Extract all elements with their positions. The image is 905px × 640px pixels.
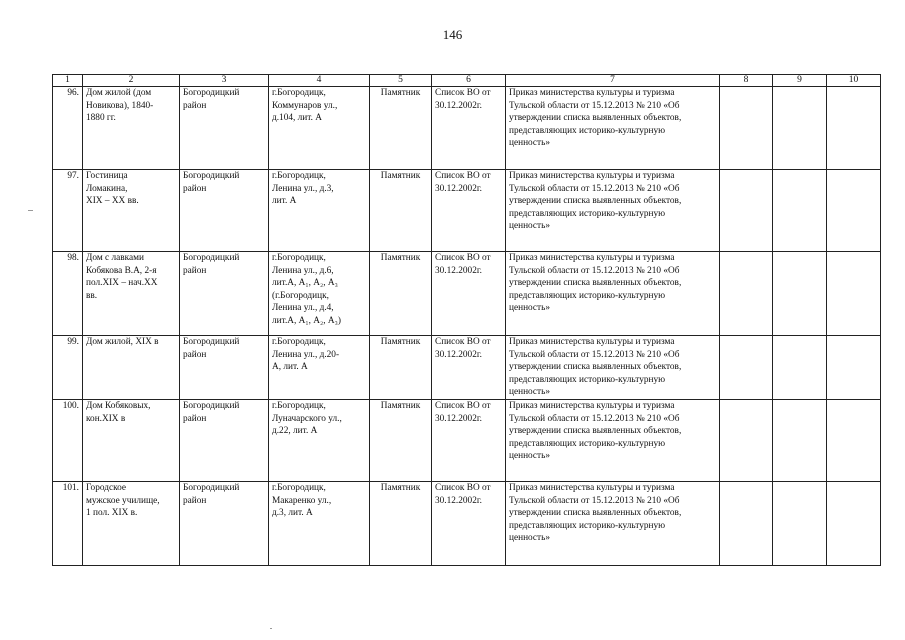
row-number: 96.: [53, 87, 83, 170]
district: Богородицкий район: [180, 252, 269, 336]
list-reference: Список ВО от 30.12.2002г.: [432, 252, 506, 336]
table-row: [53, 170, 881, 252]
list-reference: Список ВО от 30.12.2002г.: [432, 399, 506, 481]
order-reference: Приказ министерства культуры и туризма Тульской области от 15.12.2013 № 210 «Об утверждении списка выявленных объектов, представляющих историко-культурную ценность»: [506, 481, 720, 565]
column-number-row: [53, 75, 881, 87]
column-9-cell: [773, 87, 827, 170]
object-type: Памятник: [370, 399, 432, 481]
list-reference: Список ВО от 30.12.2002г.: [432, 481, 506, 565]
table-row: [53, 399, 881, 481]
order-reference: Приказ министерства культуры и туризма Тульской области от 15.12.2013 № 210 «Об утверждении списка выявленных объектов, представляющих историко-культурную ценность»: [506, 336, 720, 400]
column-9-cell: [773, 336, 827, 400]
object-name: Гостиница Ломакина, XIX – XX вв.: [83, 170, 180, 252]
row-number: 100.: [53, 399, 83, 481]
object-type: Памятник: [370, 170, 432, 252]
object-name: Дом жилой, XIX в: [83, 336, 180, 400]
column-header: 10: [827, 75, 881, 87]
column-9-cell: [773, 170, 827, 252]
row-number: 99.: [53, 336, 83, 400]
column-header: 4: [269, 75, 370, 87]
heritage-registry-table: [52, 74, 881, 566]
column-header: 5: [370, 75, 432, 87]
table-row: [53, 336, 881, 400]
district: Богородицкий район: [180, 170, 269, 252]
column-header: 6: [432, 75, 506, 87]
column-8-cell: [720, 170, 773, 252]
row-number: 101.: [53, 481, 83, 565]
column-10-cell: [827, 252, 881, 336]
row-number: 97.: [53, 170, 83, 252]
column-8-cell: [720, 252, 773, 336]
address: г.Богородицк, Луначарского ул., д.22, лит. А: [269, 399, 370, 481]
column-header: 9: [773, 75, 827, 87]
object-name: Дом с лавками Кобякова В.А, 2-я пол.XIX – нач.XX вв.: [83, 252, 180, 336]
object-type: Памятник: [370, 87, 432, 170]
order-reference: Приказ министерства культуры и туризма Тульской области от 15.12.2013 № 210 «Об утверждении списка выявленных объектов, представляющих историко-культурную ценность»: [506, 252, 720, 336]
column-10-cell: [827, 481, 881, 565]
list-reference: Список ВО от 30.12.2002г.: [432, 336, 506, 400]
order-reference: Приказ министерства культуры и туризма Тульской области от 15.12.2013 № 210 «Об утверждении списка выявленных объектов, представляющих историко-культурную ценность»: [506, 87, 720, 170]
column-10-cell: [827, 336, 881, 400]
column-9-cell: [773, 481, 827, 565]
object-name: Городское мужское училище, 1 пол. XIX в.: [83, 481, 180, 565]
object-type: Памятник: [370, 336, 432, 400]
column-10-cell: [827, 87, 881, 170]
column-header: 8: [720, 75, 773, 87]
district: Богородицкий район: [180, 336, 269, 400]
column-8-cell: [720, 481, 773, 565]
district: Богородицкий район: [180, 399, 269, 481]
column-header: 7: [506, 75, 720, 87]
column-10-cell: [827, 399, 881, 481]
column-9-cell: [773, 252, 827, 336]
address: г.Богородицк, Коммунаров ул., д.104, лит. А: [269, 87, 370, 170]
order-reference: Приказ министерства культуры и туризма Тульской области от 15.12.2013 № 210 «Об утверждении списка выявленных объектов, представляющих историко-культурную ценность»: [506, 170, 720, 252]
address: г.Богородицк, Ленина ул., д.20- А, лит. А: [269, 336, 370, 400]
order-reference: Приказ министерства культуры и туризма Тульской области от 15.12.2013 № 210 «Об утверждении списка выявленных объектов, представляющих историко-культурную ценность»: [506, 399, 720, 481]
row-number: 98.: [53, 252, 83, 336]
address: г.Богородицк, Макаренко ул., д.3, лит. А: [269, 481, 370, 565]
column-header: 2: [83, 75, 180, 87]
address: г.Богородицк, Ленина ул., д.3, лит. А: [269, 170, 370, 252]
object-type: Памятник: [370, 481, 432, 565]
district: Богородицкий район: [180, 481, 269, 565]
address: г.Богородицк, Ленина ул., д.6, лит.А, А₁, А₂, А₃ (г.Богородицк, Ленина ул., д.4, лит.А, А₁, А₂, А₃): [269, 252, 370, 336]
table-row: [53, 481, 881, 565]
column-10-cell: [827, 170, 881, 252]
object-name: Дом жилой (дом Новикова), 1840- 1880 гг.: [83, 87, 180, 170]
list-reference: Список ВО от 30.12.2002г.: [432, 87, 506, 170]
column-header: 3: [180, 75, 269, 87]
list-reference: Список ВО от 30.12.2002г.: [432, 170, 506, 252]
object-type: Памятник: [370, 252, 432, 336]
table-row: [53, 87, 881, 170]
column-9-cell: [773, 399, 827, 481]
object-name: Дом Кобяковых, кон.XIX в: [83, 399, 180, 481]
column-header: 1: [53, 75, 83, 87]
scan-speck: [28, 210, 33, 211]
page-number: 146: [442, 27, 463, 42]
table-row: [53, 252, 881, 336]
column-8-cell: [720, 87, 773, 170]
district: Богородицкий район: [180, 87, 269, 170]
column-8-cell: [720, 336, 773, 400]
column-8-cell: [720, 399, 773, 481]
scan-speck: [270, 628, 272, 629]
